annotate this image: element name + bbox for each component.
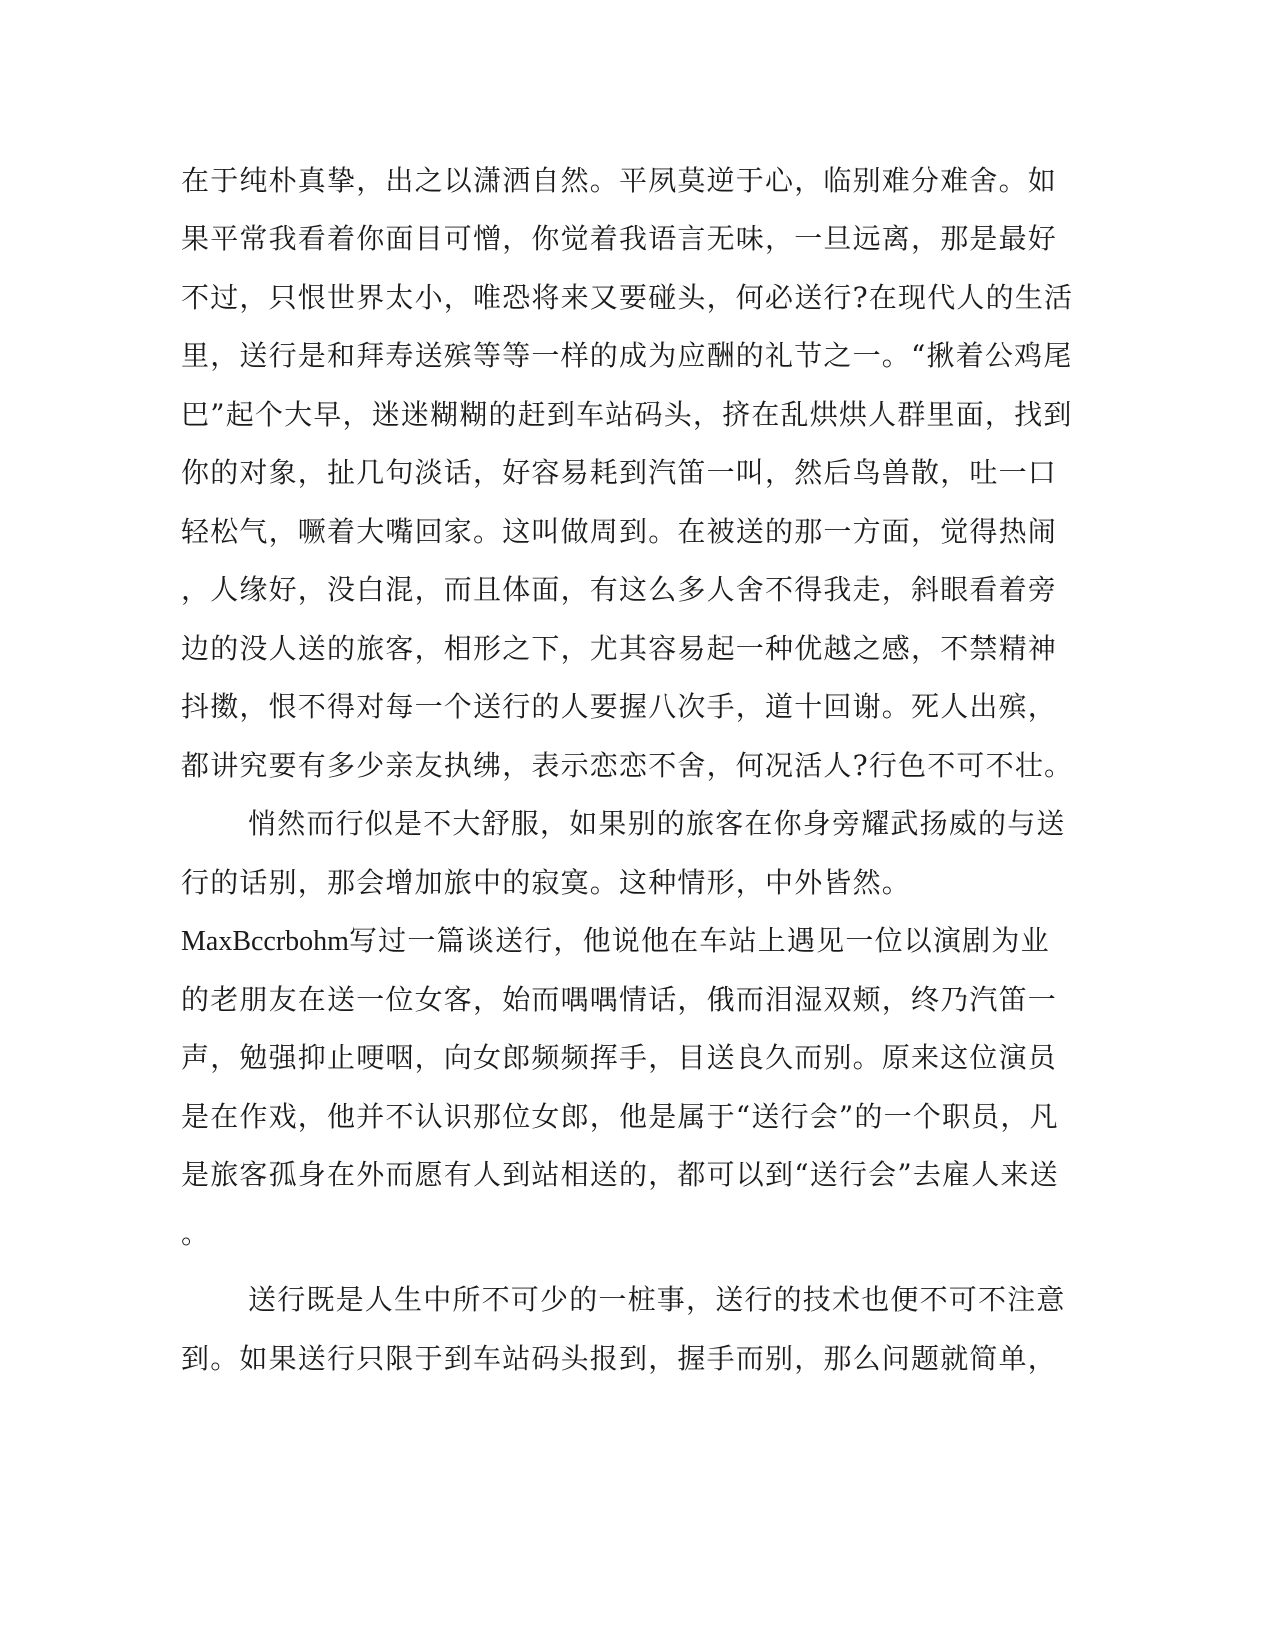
- text-fragment: 写过一篇谈送行，他说他在车站上遇见一位以演剧为业: [348, 924, 1050, 957]
- text-line: 你的对象，扯几句淡话，好容易耗到汽笛一叫，然后鸟兽散，吐一口: [181, 456, 1058, 489]
- author-name: MaxBccrbohm: [181, 926, 349, 957]
- text-line: 里，送行是和拜寿送殡等等一样的成为应酬的礼节之一。“揪着公鸡尾: [181, 339, 1073, 372]
- text-line: 在于纯朴真挚，出之以潇洒自然。平夙莫逆于心，临别难分难舍。如: [181, 164, 1058, 197]
- text-line: 的老朋友在送一位女客，始而喁喁情话，俄而泪湿双颊，终乃汽笛一: [181, 983, 1058, 1016]
- text-line: ，人缘好，没白混，而且体面，有这么多人舍不得我走，斜眼看着旁: [181, 573, 1058, 606]
- text-line: 声，勉强抑止哽咽，向女郎频频挥手，目送良久而别。原来这位演员: [181, 1041, 1058, 1074]
- text-line: 不过，只恨世界太小，唯恐将来又要碰头，何必送行?在现代人的生活: [181, 281, 1074, 314]
- text-line: 都讲究要有多少亲友执绋，表示恋恋不舍，何况活人?行色不可不壮。: [181, 749, 1074, 782]
- text-line: 轻松气，噘着大嘴回家。这叫做周到。在被送的那一方面，觉得热闹: [181, 515, 1058, 548]
- text-line: 到。如果送行只限于到车站码头报到，握手而别，那么问题就简单，: [181, 1342, 1058, 1375]
- text-line: 巴”起个大早，迷迷糊糊的赶到车站码头，挤在乱烘烘人群里面，找到: [181, 398, 1073, 431]
- paragraph-first-line: 悄然而行似是不大舒服，如果别的旅客在你身旁耀武扬威的与送: [248, 807, 1066, 840]
- text-line: 是旅客孤身在外而愿有人到站相送的，都可以到“送行会”去雇人来送: [181, 1158, 1059, 1191]
- text-line: 。: [181, 1217, 211, 1250]
- text-line-with-name: [181, 923, 1050, 960]
- text-line: 边的没人送的旅客，相形之下，尤其容易起一种优越之感，不禁精神: [181, 632, 1058, 665]
- paragraph-first-line: 送行既是人生中所不可少的一桩事，送行的技术也便不可不注意: [248, 1283, 1066, 1316]
- text-line: 行的话别，那会增加旅中的寂寞。这种情形，中外皆然。: [181, 866, 912, 899]
- text-line: 抖擞，恨不得对每一个送行的人要握八次手，道十回谢。死人出殡，: [181, 690, 1058, 723]
- text-line: 是在作戏，他并不认识那位女郎，他是属于“送行会”的一个职员，凡: [181, 1100, 1059, 1133]
- text-line: 果平常我看着你面目可憎，你觉着我语言无味，一旦远离，那是最好: [181, 222, 1058, 255]
